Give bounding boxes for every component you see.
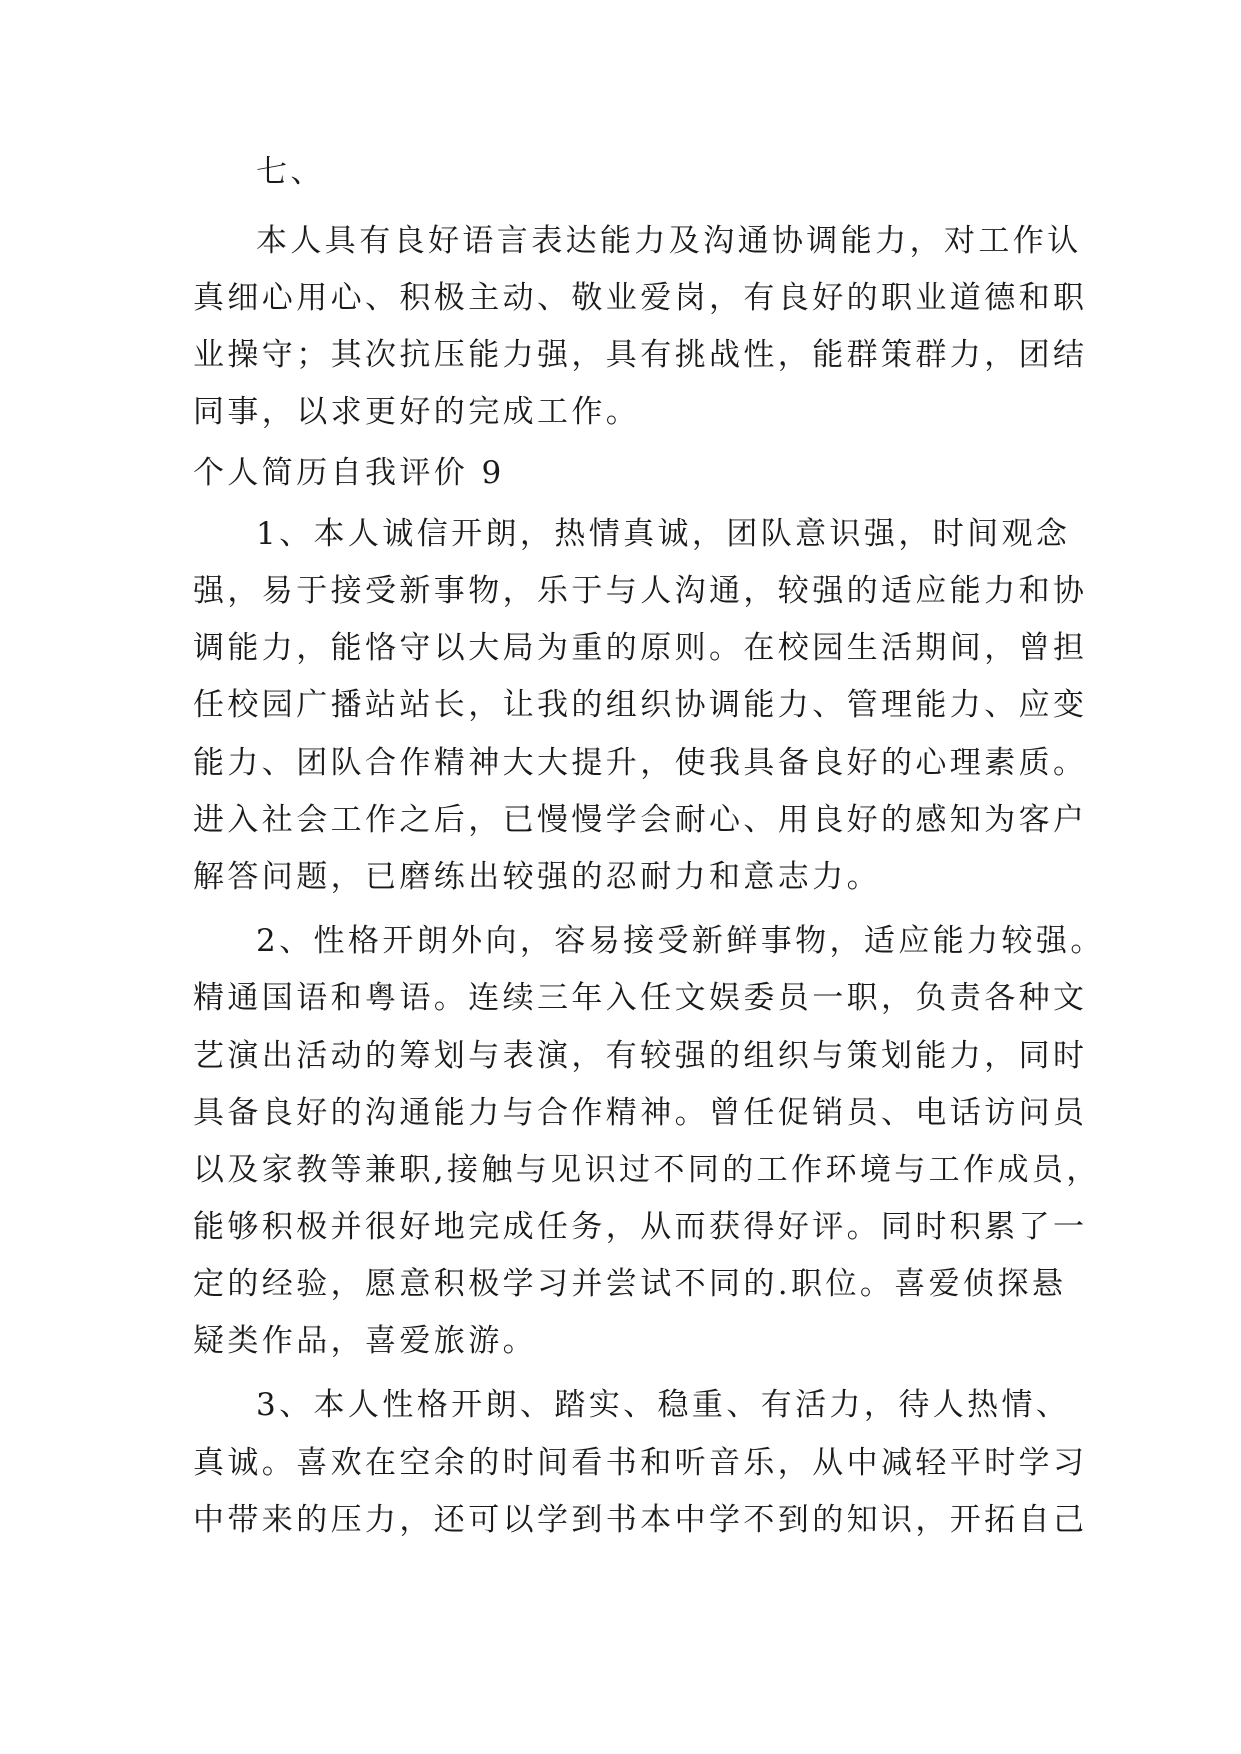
paragraph-line: 真诚。喜欢在空余的时间看书和听音乐，从中减轻平时学习 xyxy=(193,1445,1088,1481)
paragraph-line: 中带来的压力，还可以学到书本中学不到的知识，开拓自己 xyxy=(193,1502,1088,1538)
paragraph-line: 能够积极并很好地完成任务，从而获得好评。同时积累了一 xyxy=(193,1209,1088,1245)
paragraph-line: 任校园广播站站长，让我的组织协调能力、管理能力、应变 xyxy=(193,687,1088,723)
paragraph-line: 进入社会工作之后，已慢慢学会耐心、用良好的感知为客户 xyxy=(193,802,1088,838)
paragraph-line: 解答问题，已磨练出较强的忍耐力和意志力。 xyxy=(193,859,881,895)
paragraph-line: 具备良好的沟通能力与合作精神。曾任促销员、电话访问员 xyxy=(193,1095,1088,1131)
paragraph-line: 1、本人诚信开朗，热情真诚，团队意识强，时间观念 xyxy=(256,516,1071,552)
paragraph-line: 业操守；其次抗压能力强，具有挑战性，能群策群力，团结 xyxy=(193,337,1088,373)
section-number: 七、 xyxy=(256,154,325,190)
paragraph-line: 调能力，能恪守以大局为重的原则。在校园生活期间，曾担 xyxy=(193,630,1088,666)
paragraph-line: 能力、团队合作精神大大提升，使我具备良好的心理素质。 xyxy=(193,745,1088,781)
paragraph-line: 2、性格开朗外向，容易接受新鲜事物，适应能力较强。 xyxy=(256,923,1105,959)
section-heading: 个人简历自我评价 9 xyxy=(193,455,505,491)
paragraph-line: 强，易于接受新事物，乐于与人沟通，较强的适应能力和协 xyxy=(193,573,1088,609)
paragraph-line: 以及家教等兼职,接触与见识过不同的工作环境与工作成员， xyxy=(193,1152,1101,1188)
paragraph-line: 真细心用心、积极主动、敬业爱岗，有良好的职业道德和职 xyxy=(193,280,1088,316)
paragraph-line: 3、本人性格开朗、踏实、稳重、有活力，待人热情、 xyxy=(256,1387,1071,1423)
paragraph-line: 本人具有良好语言表达能力及沟通协调能力，对工作认 xyxy=(256,223,1082,259)
paragraph-line: 定的经验，愿意积极学习并尝试不同的.职位。喜爱侦探悬 xyxy=(193,1266,1067,1302)
paragraph-line: 艺演出活动的筹划与表演，有较强的组织与策划能力，同时 xyxy=(193,1038,1088,1074)
paragraph-line: 精通国语和粤语。连续三年入任文娱委员一职，负责各种文 xyxy=(193,980,1088,1016)
paragraph-line: 疑类作品，喜爱旅游。 xyxy=(193,1323,537,1359)
paragraph-line: 同事，以求更好的完成工作。 xyxy=(193,394,641,430)
